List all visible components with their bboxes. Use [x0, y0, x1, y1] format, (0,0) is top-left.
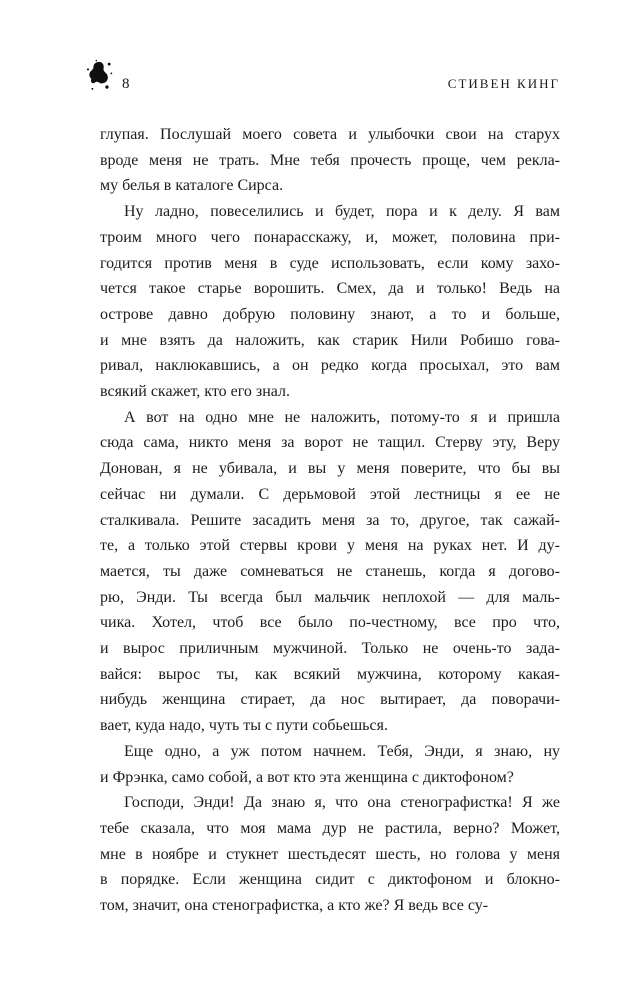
text-line: ривал, наклюкавшись, а он редко когда просыхал, это вам [100, 357, 560, 375]
text-line: троим много чего понарасскажу, и, может, половина при- [100, 228, 560, 246]
text-line: глупая. Послушай моего совета и улыбочки свои на старух [100, 126, 560, 143]
text-line: годится против меня в суде использовать, если кому захо- [100, 254, 560, 272]
text-line: чика. Хотел, чтоб все было по-честному, все про что, [100, 614, 560, 632]
ink-splatter-icon [84, 59, 114, 98]
text-line: Господи, Энди! Да знаю я, что она стенографистка! Я же [124, 794, 560, 812]
text-line: и Фрэнка, само собой, а вот кто эта женщина с диктофоном? [100, 768, 514, 786]
text-line: тебе сказала, что моя мама дур не растила, верно? Может, [100, 819, 560, 837]
text-line: сейчас ни думали. С дерьмовой этой лестницы я ее не [100, 485, 560, 503]
text-line: и вырос приличным мужчиной. Только не очень-то зада- [100, 640, 560, 658]
text-line: те, а только этой стервы крови у меня на руках нет. И ду- [100, 537, 560, 555]
text-line: и мне взять да наложить, как старик Нили Робишо гова- [100, 331, 560, 349]
text-line: том, значит, она стенографистка, а кто же? Я ведь все су- [100, 897, 489, 915]
paragraph [100, 122, 560, 199]
text-line: вайся: вырос ты, как всякий мужчина, которому какая- [100, 665, 560, 683]
text-line: чется такое старье ворошить. Смех, да и только! Ведь на [100, 280, 560, 298]
text-line: сюда сама, никто меня за ворот не тащил. Стерву эту, Веру [100, 434, 560, 452]
text-line: острове давно добрую половину знают, а то и больше, [100, 305, 560, 323]
header-left [84, 55, 130, 94]
text-line: всякий скажет, кто его знал. [100, 383, 291, 401]
text-line: Ну ладно, повеселились и будет, пора и к делу. Я вам [124, 203, 560, 221]
paragraph [100, 199, 560, 405]
text-line: сталкивала. Решите засадить меня за то, другое, так сажай- [100, 511, 560, 529]
paragraph [100, 739, 560, 790]
text-line: мне в ноябре и стукнет шестьдесят шесть, но голова у меня [100, 845, 560, 863]
paragraph [100, 405, 560, 739]
text-line: рю, Энди. Ты всегда был мальчик неплохой — для маль- [100, 588, 560, 606]
book-text [100, 122, 560, 919]
text-line: вроде меня не трать. Мне тебя прочесть проще, чем рекла- [100, 151, 560, 169]
text-line: нибудь женщина стирает, да нос вытирает, да поворачи- [100, 691, 560, 709]
page-number: 8 [122, 76, 130, 92]
page-header [84, 58, 560, 94]
text-line: вает, куда надо, чуть ты с пути собьешься. [100, 717, 388, 735]
text-line: му белья в каталоге Сирса. [100, 177, 284, 195]
text-line: Еще одно, а уж потом начнем. Тебя, Энди, я знаю, ну [124, 742, 560, 760]
text-line: в порядке. Если женщина сидит с диктофоном и блокно- [100, 871, 560, 889]
paragraph [100, 790, 560, 919]
text-line: мается, ты даже сомневаться не станешь, когда я догово- [100, 562, 560, 580]
running-header: СТИВЕН КИНГ [447, 76, 560, 91]
text-line: Донован, я не убивала, и вы у меня поверите, что бы вы [100, 460, 560, 478]
text-line: А вот на одно мне не наложить, потому-то я и пришла [124, 408, 560, 426]
